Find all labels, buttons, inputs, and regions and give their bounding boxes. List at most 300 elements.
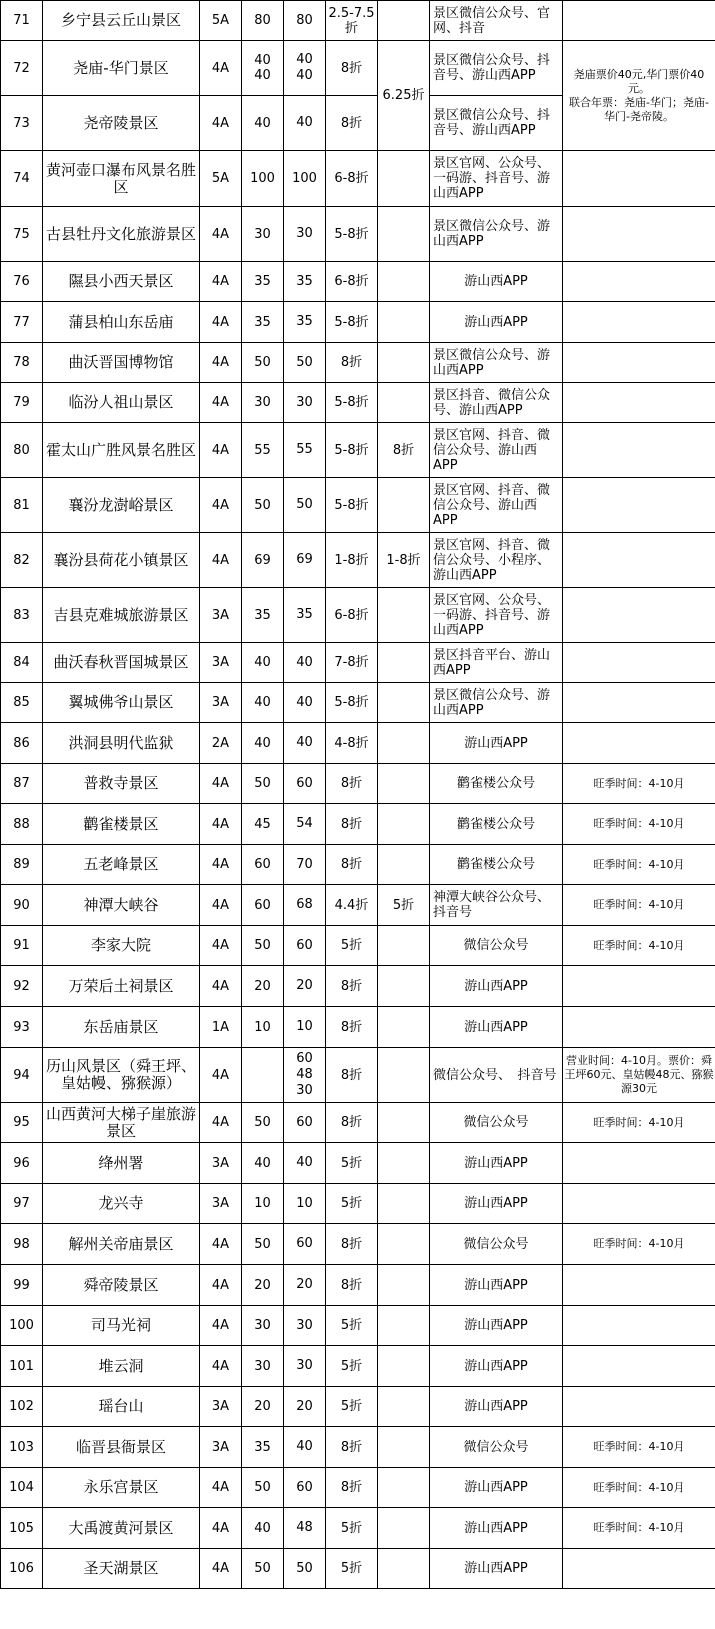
cell-level: 4A (200, 262, 242, 302)
cell-scenic-name: 绛州署 (43, 1143, 200, 1184)
cell-discount: 5-8折 (326, 683, 378, 723)
cell-index: 78 (1, 343, 43, 383)
cell-discount-extra (378, 723, 430, 764)
cell-scenic-name: 山西黄河大梯子崖旅游景区 (43, 1103, 200, 1143)
cell-price-offseason: 20 (242, 1387, 284, 1427)
table-row (1, 383, 715, 423)
cell-index: 86 (1, 723, 43, 764)
cell-channel: 景区微信公众号、游山西APP (430, 207, 563, 262)
cell-note (563, 302, 715, 343)
cell-index: 103 (1, 1427, 43, 1468)
cell-price-offseason: 50 (242, 764, 284, 804)
cell-level: 4A (200, 1103, 242, 1143)
cell-index: 80 (1, 423, 43, 478)
cell-channel: 景区官网、抖音、微信公众号、游山西APP (430, 423, 563, 478)
cell-scenic-name: 龙兴寺 (43, 1184, 200, 1224)
cell-discount-extra (378, 1103, 430, 1143)
cell-discount-extra (378, 207, 430, 262)
cell-discount: 7-8折 (326, 643, 378, 683)
cell-level: 4A (200, 533, 242, 588)
cell-scenic-name: 东岳庙景区 (43, 1007, 200, 1048)
cell-index: 98 (1, 1224, 43, 1265)
cell-discount: 8折 (326, 1048, 378, 1103)
cell-level: 4A (200, 885, 242, 926)
cell-index: 90 (1, 885, 43, 926)
cell-scenic-name: 黄河壶口瀑布风景名胜区 (43, 151, 200, 207)
table-row (1, 1143, 715, 1184)
cell-note (563, 262, 715, 302)
cell-index: 94 (1, 1048, 43, 1103)
cell-discount: 5折 (326, 1508, 378, 1549)
table-row (1, 926, 715, 966)
cell-discount-extra: 5折 (378, 885, 430, 926)
cell-price-offseason: 40 (242, 723, 284, 764)
cell-note: 旺季时间：4-10月 (563, 1468, 715, 1508)
cell-discount: 8折 (326, 1265, 378, 1306)
cell-scenic-name: 舜帝陵景区 (43, 1265, 200, 1306)
cell-price-peak: 40 (284, 683, 326, 723)
cell-price-offseason: 35 (242, 1427, 284, 1468)
cell-level: 4A (200, 302, 242, 343)
table-row (1, 1, 715, 41)
cell-discount-extra (378, 1549, 430, 1589)
cell-note: 旺季时间：4-10月 (563, 1427, 715, 1468)
cell-discount-extra (378, 1224, 430, 1265)
table-row (1, 207, 715, 262)
cell-level: 3A (200, 643, 242, 683)
cell-price-peak: 60 (284, 926, 326, 966)
cell-discount: 8折 (326, 804, 378, 845)
cell-price-peak: 20 (284, 966, 326, 1007)
cell-discount-extra (378, 1007, 430, 1048)
cell-price-offseason: 20 (242, 1265, 284, 1306)
cell-scenic-name: 曲沃晋国博物馆 (43, 343, 200, 383)
cell-discount: 1-8折 (326, 533, 378, 588)
cell-discount-extra (378, 383, 430, 423)
cell-discount: 5-8折 (326, 478, 378, 533)
cell-channel: 微信公众号 (430, 926, 563, 966)
table-row (1, 588, 715, 643)
cell-discount-extra (378, 1265, 430, 1306)
cell-discount-extra (378, 151, 430, 207)
cell-level: 3A (200, 1184, 242, 1224)
cell-discount-extra (378, 1048, 430, 1103)
cell-scenic-name: 鹳雀楼景区 (43, 804, 200, 845)
cell-price-offseason: 50 (242, 1549, 284, 1589)
cell-channel: 景区抖音、微信公众号、游山西APP (430, 383, 563, 423)
cell-price-offseason: 45 (242, 804, 284, 845)
cell-discount: 5-8折 (326, 207, 378, 262)
cell-price-peak: 60 (284, 1224, 326, 1265)
cell-scenic-name: 霍太山广胜风景名胜区 (43, 423, 200, 478)
cell-level: 4A (200, 764, 242, 804)
cell-index: 71 (1, 1, 43, 41)
cell-level: 4A (200, 1048, 242, 1103)
table-row (1, 1468, 715, 1508)
cell-discount-extra (378, 926, 430, 966)
cell-scenic-name: 瑶台山 (43, 1387, 200, 1427)
cell-discount-extra (378, 588, 430, 643)
cell-level: 2A (200, 723, 242, 764)
cell-note: 营业时间：4-10月。票价：舜王坪60元、皇姑幔48元、猕猴源30元 (563, 1048, 715, 1103)
cell-index: 104 (1, 1468, 43, 1508)
cell-scenic-name: 尧庙-华门景区 (43, 41, 200, 96)
cell-discount: 5-8折 (326, 383, 378, 423)
cell-channel: 景区微信公众号、抖音号、游山西APP (430, 41, 563, 96)
cell-index: 87 (1, 764, 43, 804)
cell-scenic-name: 襄汾县荷花小镇景区 (43, 533, 200, 588)
cell-discount-extra (378, 1184, 430, 1224)
table-row (1, 343, 715, 383)
cell-discount: 6-8折 (326, 262, 378, 302)
cell-scenic-name: 古县牡丹文化旅游景区 (43, 207, 200, 262)
cell-channel: 鹳雀楼公众号 (430, 804, 563, 845)
cell-channel: 景区微信公众号、官网、抖音 (430, 1, 563, 41)
table-row (1, 1184, 715, 1224)
table-row (1, 478, 715, 533)
cell-index: 105 (1, 1508, 43, 1549)
cell-price-offseason: 10 (242, 1184, 284, 1224)
cell-level: 4A (200, 343, 242, 383)
table-row (1, 683, 715, 723)
cell-price-peak: 50 (284, 478, 326, 533)
cell-scenic-name: 普救寺景区 (43, 764, 200, 804)
cell-level: 4A (200, 1508, 242, 1549)
cell-scenic-name: 五老峰景区 (43, 845, 200, 885)
cell-note (563, 1184, 715, 1224)
cell-price-offseason: 50 (242, 343, 284, 383)
table-row (1, 804, 715, 845)
cell-channel: 游山西APP (430, 1306, 563, 1346)
cell-discount: 5折 (326, 926, 378, 966)
cell-price-peak: 48 (284, 1508, 326, 1549)
cell-index: 73 (1, 96, 43, 151)
cell-discount: 8折 (326, 1427, 378, 1468)
cell-note (563, 207, 715, 262)
table-row (1, 533, 715, 588)
cell-note: 旺季时间：4-10月 (563, 885, 715, 926)
cell-price-peak: 80 (284, 1, 326, 41)
table-row (1, 1103, 715, 1143)
cell-discount-extra (378, 343, 430, 383)
table-row (1, 302, 715, 343)
cell-index: 81 (1, 478, 43, 533)
table-row (1, 845, 715, 885)
cell-level: 4A (200, 423, 242, 478)
cell-scenic-name: 乡宁县云丘山景区 (43, 1, 200, 41)
cell-price-offseason: 35 (242, 302, 284, 343)
cell-level: 1A (200, 1007, 242, 1048)
cell-channel: 游山西APP (430, 1184, 563, 1224)
cell-index: 82 (1, 533, 43, 588)
cell-scenic-name: 临晋县衙景区 (43, 1427, 200, 1468)
table-row (1, 41, 715, 96)
table-row (1, 1427, 715, 1468)
cell-discount-extra (378, 1508, 430, 1549)
cell-note (563, 383, 715, 423)
cell-discount-extra (378, 845, 430, 885)
cell-scenic-name: 翼城佛爷山景区 (43, 683, 200, 723)
table-row (1, 1265, 715, 1306)
table-row (1, 262, 715, 302)
cell-price-peak: 70 (284, 845, 326, 885)
cell-price-offseason: 30 (242, 207, 284, 262)
cell-level: 4A (200, 478, 242, 533)
cell-discount: 8折 (326, 343, 378, 383)
cell-discount-extra: 1-8折 (378, 533, 430, 588)
cell-price-offseason: 30 (242, 1306, 284, 1346)
cell-note (563, 1143, 715, 1184)
cell-note: 旺季时间：4-10月 (563, 764, 715, 804)
cell-index: 106 (1, 1549, 43, 1589)
cell-level: 4A (200, 845, 242, 885)
cell-price-offseason: 10 (242, 1007, 284, 1048)
cell-scenic-name: 永乐宫景区 (43, 1468, 200, 1508)
table-row (1, 1346, 715, 1387)
cell-index: 102 (1, 1387, 43, 1427)
cell-channel: 微信公众号 (430, 1427, 563, 1468)
cell-index: 85 (1, 683, 43, 723)
cell-note (563, 478, 715, 533)
cell-note (563, 151, 715, 207)
cell-price-offseason: 80 (242, 1, 284, 41)
cell-level: 5A (200, 151, 242, 207)
table-row (1, 1224, 715, 1265)
cell-price-peak: 30 (284, 1346, 326, 1387)
cell-index: 76 (1, 262, 43, 302)
cell-note (563, 1306, 715, 1346)
cell-scenic-name: 圣天湖景区 (43, 1549, 200, 1589)
cell-price-peak: 30 (284, 207, 326, 262)
cell-note (563, 343, 715, 383)
table-row (1, 966, 715, 1007)
cell-index: 72 (1, 41, 43, 96)
cell-price-offseason: 60 (242, 885, 284, 926)
cell-price-offseason (242, 1048, 284, 1103)
cell-price-offseason: 69 (242, 533, 284, 588)
cell-channel: 神潭大峡谷公众号、抖音号 (430, 885, 563, 926)
cell-note (563, 643, 715, 683)
cell-note (563, 1265, 715, 1306)
cell-index: 97 (1, 1184, 43, 1224)
table-row (1, 643, 715, 683)
cell-level: 4A (200, 926, 242, 966)
cell-price-peak: 20 (284, 1265, 326, 1306)
cell-discount: 6-8折 (326, 588, 378, 643)
cell-discount: 5折 (326, 1184, 378, 1224)
cell-level: 4A (200, 41, 242, 96)
cell-index: 84 (1, 643, 43, 683)
cell-scenic-name: 万荣后土祠景区 (43, 966, 200, 1007)
cell-price-peak: 35 (284, 262, 326, 302)
cell-note (563, 1346, 715, 1387)
cell-index: 92 (1, 966, 43, 1007)
cell-price-offseason: 50 (242, 1103, 284, 1143)
cell-note (563, 723, 715, 764)
cell-price-peak: 100 (284, 151, 326, 207)
cell-index: 93 (1, 1007, 43, 1048)
cell-index: 75 (1, 207, 43, 262)
cell-discount: 8折 (326, 845, 378, 885)
cell-discount-extra (378, 966, 430, 1007)
cell-scenic-name: 堆云洞 (43, 1346, 200, 1387)
cell-price-peak: 40 (284, 1143, 326, 1184)
cell-scenic-name: 李家大院 (43, 926, 200, 966)
cell-channel: 景区官网、公众号、一码游、抖音号、游山西APP (430, 151, 563, 207)
cell-discount-extra (378, 1346, 430, 1387)
cell-discount-extra (378, 1, 430, 41)
cell-channel: 游山西APP (430, 1143, 563, 1184)
cell-channel: 游山西APP (430, 1508, 563, 1549)
cell-price-peak: 40 40 (284, 41, 326, 96)
cell-index: 74 (1, 151, 43, 207)
cell-note (563, 1007, 715, 1048)
cell-level: 3A (200, 683, 242, 723)
cell-discount: 4.4折 (326, 885, 378, 926)
cell-discount-extra (378, 764, 430, 804)
cell-channel: 游山西APP (430, 1007, 563, 1048)
cell-price-peak: 69 (284, 533, 326, 588)
cell-discount: 8折 (326, 966, 378, 1007)
cell-index: 96 (1, 1143, 43, 1184)
cell-scenic-name: 曲沃春秋晋国城景区 (43, 643, 200, 683)
cell-discount-extra: 8折 (378, 423, 430, 478)
cell-price-peak: 40 (284, 723, 326, 764)
cell-discount: 6-8折 (326, 151, 378, 207)
cell-channel: 游山西APP (430, 1346, 563, 1387)
cell-channel: 景区抖音平台、游山西APP (430, 643, 563, 683)
cell-scenic-name: 神潭大峡谷 (43, 885, 200, 926)
cell-price-offseason: 50 (242, 926, 284, 966)
cell-price-offseason: 40 (242, 643, 284, 683)
cell-channel: 景区微信公众号、游山西APP (430, 343, 563, 383)
cell-channel: 鹳雀楼公众号 (430, 845, 563, 885)
cell-price-peak: 60 (284, 764, 326, 804)
cell-discount: 5-8折 (326, 302, 378, 343)
cell-discount: 8折 (326, 1007, 378, 1048)
cell-note: 旺季时间：4-10月 (563, 845, 715, 885)
cell-channel: 游山西APP (430, 1549, 563, 1589)
cell-note (563, 966, 715, 1007)
table-row (1, 723, 715, 764)
cell-scenic-name: 隰县小西天景区 (43, 262, 200, 302)
cell-price-offseason: 40 (242, 96, 284, 151)
cell-price-peak: 50 (284, 343, 326, 383)
cell-note: 旺季时间：4-10月 (563, 804, 715, 845)
cell-level: 4A (200, 96, 242, 151)
cell-level: 3A (200, 1387, 242, 1427)
table-row (1, 1306, 715, 1346)
cell-level: 4A (200, 1468, 242, 1508)
cell-index: 79 (1, 383, 43, 423)
cell-price-offseason: 30 (242, 1346, 284, 1387)
cell-discount: 8折 (326, 1468, 378, 1508)
cell-index: 88 (1, 804, 43, 845)
table-row (1, 423, 715, 478)
table-row (1, 1048, 715, 1103)
table-row (1, 885, 715, 926)
cell-scenic-name: 司马光祠 (43, 1306, 200, 1346)
cell-note: 旺季时间：4-10月 (563, 926, 715, 966)
cell-note: 旺季时间：4-10月 (563, 1508, 715, 1549)
cell-discount-extra (378, 643, 430, 683)
cell-price-peak: 30 (284, 383, 326, 423)
table-row (1, 1387, 715, 1427)
cell-index: 91 (1, 926, 43, 966)
cell-channel: 游山西APP (430, 1468, 563, 1508)
cell-price-peak: 60 48 30 (284, 1048, 326, 1103)
cell-discount: 2.5-7.5折 (326, 1, 378, 41)
cell-price-peak: 10 (284, 1007, 326, 1048)
cell-index: 99 (1, 1265, 43, 1306)
cell-note: 旺季时间：4-10月 (563, 1224, 715, 1265)
cell-level: 4A (200, 1346, 242, 1387)
cell-channel: 景区微信公众号、抖音号、游山西APP (430, 96, 563, 151)
cell-channel: 景区微信公众号、游山西APP (430, 683, 563, 723)
cell-level: 4A (200, 207, 242, 262)
cell-scenic-name: 大禹渡黄河景区 (43, 1508, 200, 1549)
cell-price-offseason: 30 (242, 383, 284, 423)
cell-price-peak: 40 (284, 96, 326, 151)
table-row (1, 764, 715, 804)
cell-discount: 4-8折 (326, 723, 378, 764)
cell-discount-extra (378, 1306, 430, 1346)
cell-note (563, 423, 715, 478)
cell-index: 77 (1, 302, 43, 343)
cell-channel: 微信公众号、 抖音号 (430, 1048, 563, 1103)
cell-discount: 5折 (326, 1549, 378, 1589)
cell-price-peak: 35 (284, 588, 326, 643)
cell-channel: 游山西APP (430, 1265, 563, 1306)
cell-discount-extra (378, 262, 430, 302)
cell-discount-extra (378, 683, 430, 723)
cell-note (563, 683, 715, 723)
cell-index: 89 (1, 845, 43, 885)
cell-note: 旺季时间：4-10月 (563, 1103, 715, 1143)
cell-note (563, 533, 715, 588)
cell-discount: 5折 (326, 1346, 378, 1387)
cell-discount-extra: 6.25折 (378, 41, 430, 151)
cell-discount: 5折 (326, 1306, 378, 1346)
cell-level: 4A (200, 1224, 242, 1265)
cell-index: 101 (1, 1346, 43, 1387)
cell-level: 4A (200, 383, 242, 423)
cell-discount: 5折 (326, 1143, 378, 1184)
cell-scenic-name: 解州关帝庙景区 (43, 1224, 200, 1265)
cell-price-offseason: 35 (242, 262, 284, 302)
cell-price-peak: 40 (284, 643, 326, 683)
cell-discount-extra (378, 1427, 430, 1468)
cell-level: 4A (200, 1549, 242, 1589)
cell-discount: 8折 (326, 96, 378, 151)
cell-note (563, 1387, 715, 1427)
cell-discount: 8折 (326, 1224, 378, 1265)
cell-note: 尧庙票价40元,华门票价40元。 联合年票：尧庙-华门；尧庙-华门-尧帝陵。 (563, 41, 715, 151)
cell-index: 83 (1, 588, 43, 643)
cell-price-offseason: 50 (242, 478, 284, 533)
cell-level: 4A (200, 804, 242, 845)
cell-scenic-name: 襄汾龙澍峪景区 (43, 478, 200, 533)
cell-channel: 微信公众号 (430, 1224, 563, 1265)
cell-level: 4A (200, 1265, 242, 1306)
cell-index: 95 (1, 1103, 43, 1143)
cell-discount: 8折 (326, 764, 378, 804)
cell-index: 100 (1, 1306, 43, 1346)
table-row (1, 1549, 715, 1589)
table-row (1, 1007, 715, 1048)
cell-level: 3A (200, 1427, 242, 1468)
cell-price-peak: 50 (284, 1549, 326, 1589)
